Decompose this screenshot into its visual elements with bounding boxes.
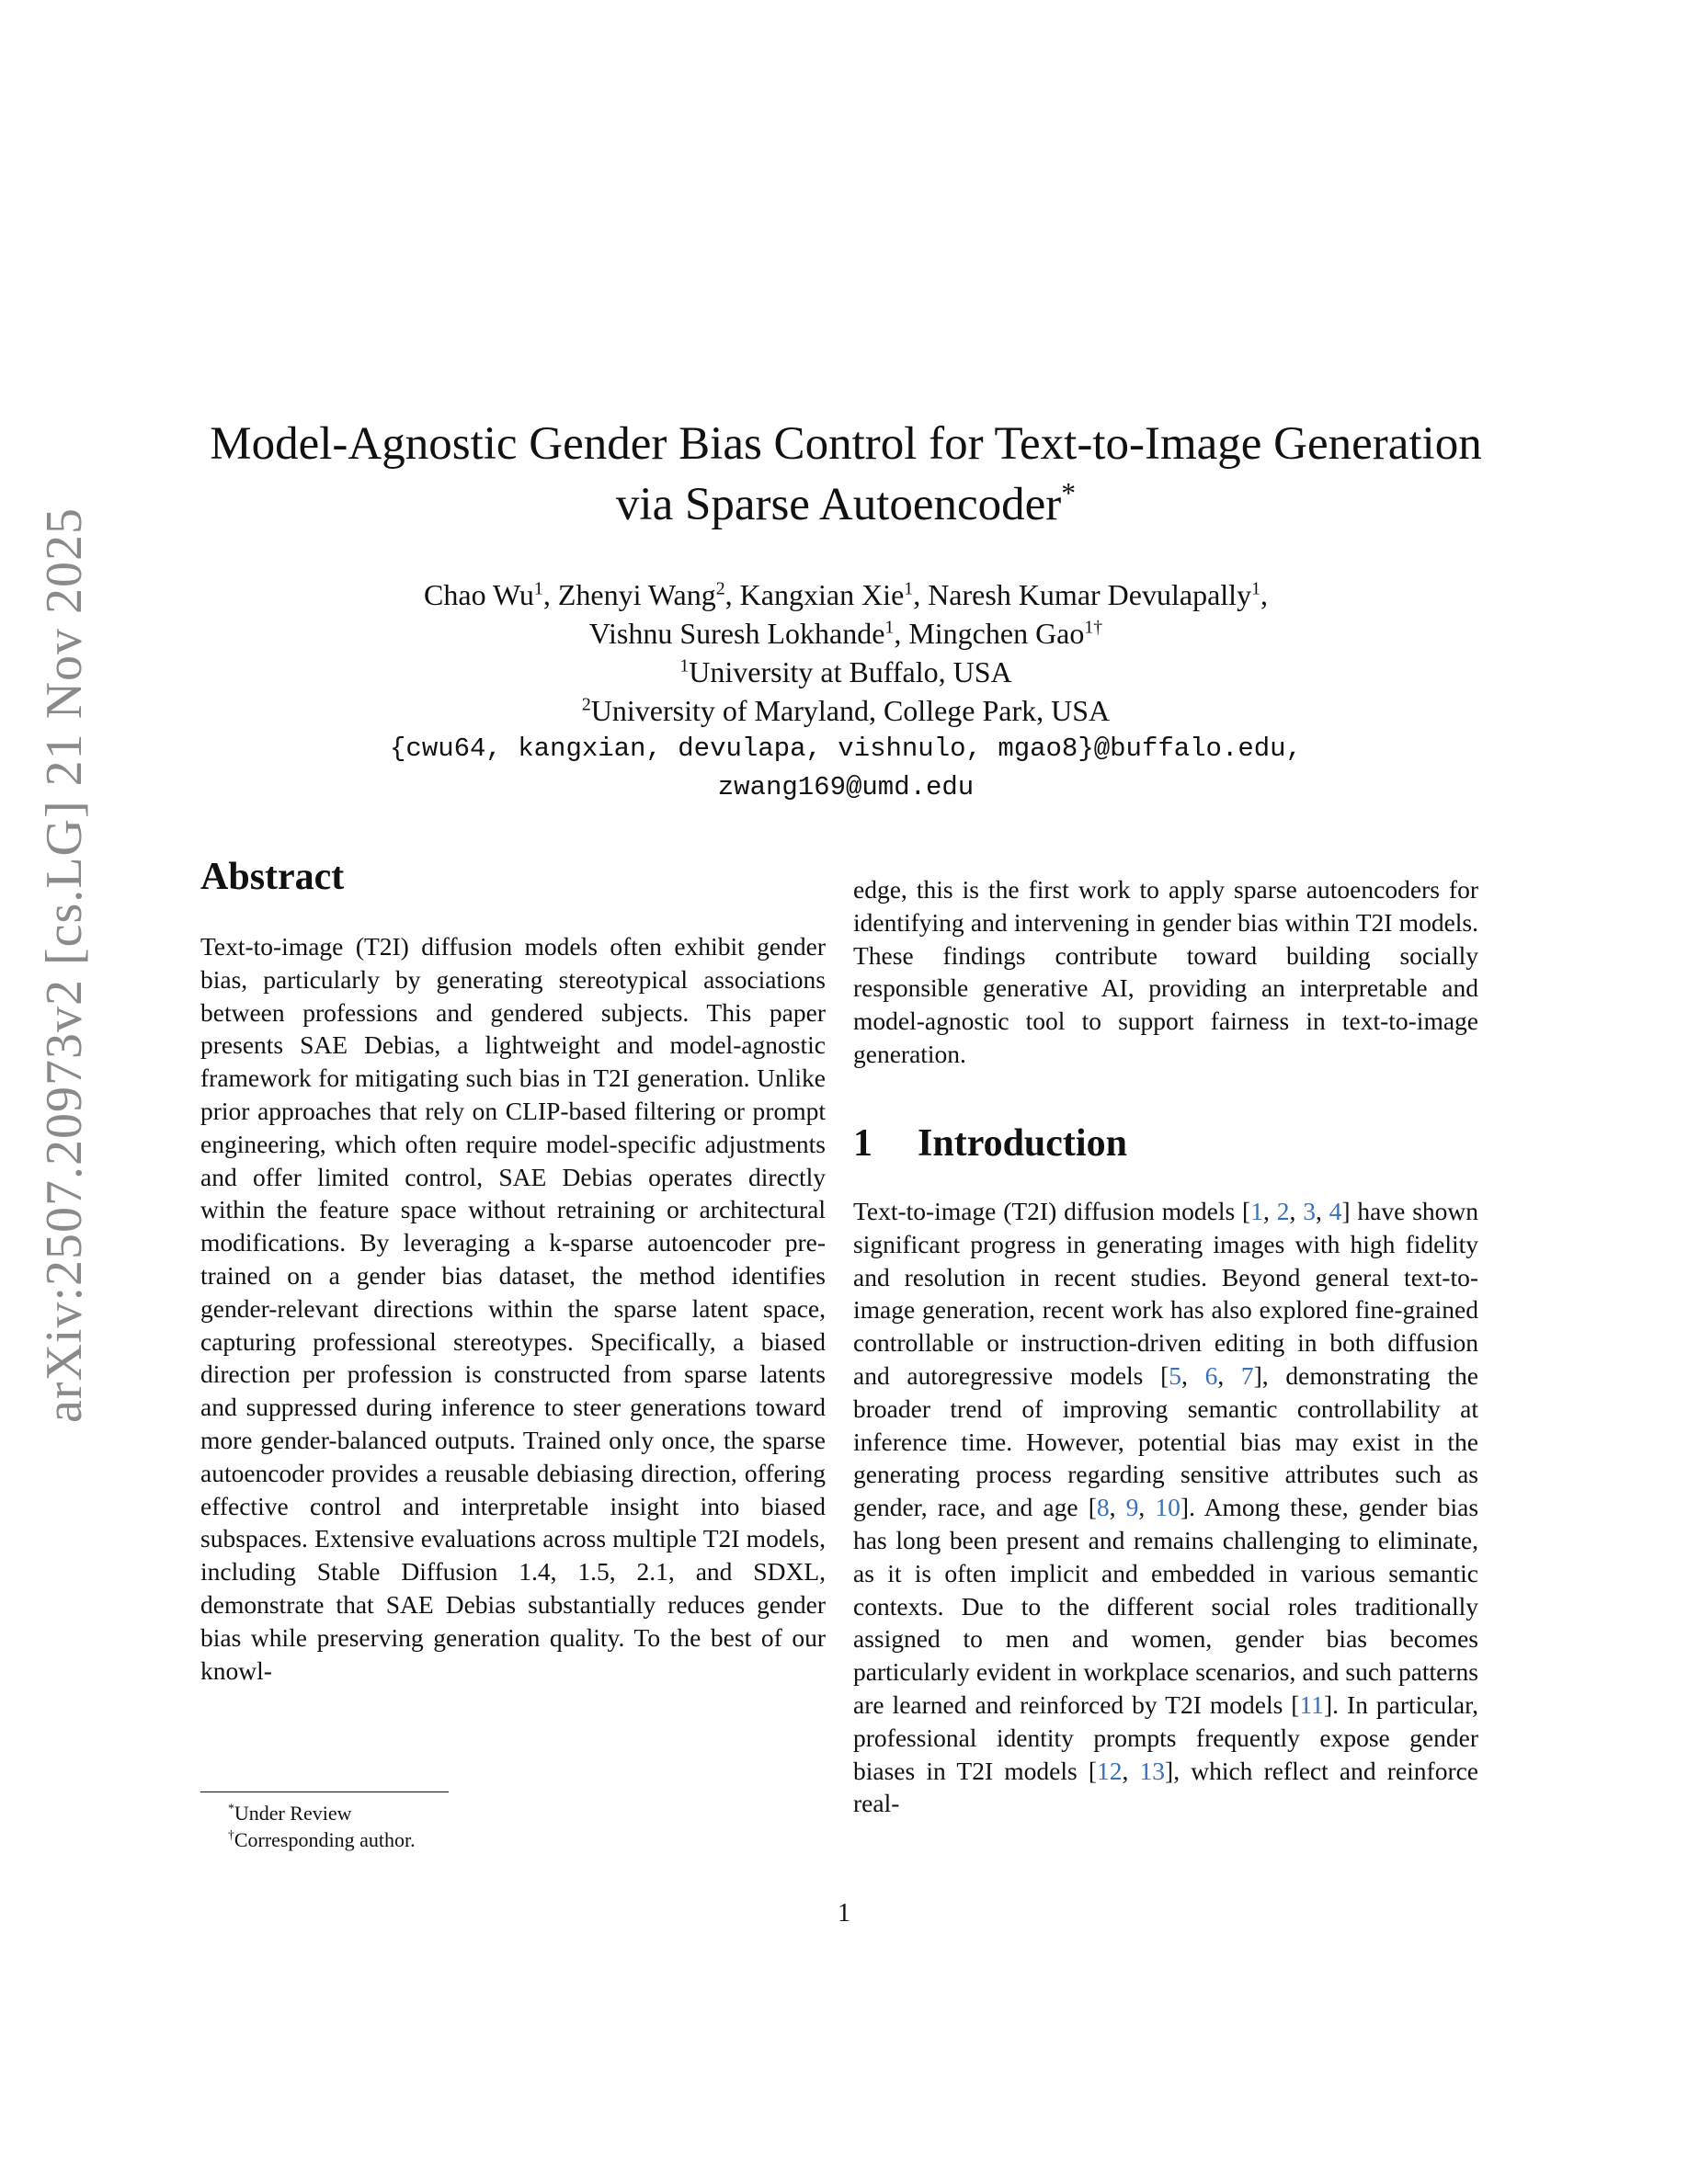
affiliation-mark: 2	[715, 578, 725, 599]
author-name: Naresh Kumar Devulapally	[928, 578, 1252, 611]
email-line-1: {cwu64, kangxian, devulapa, vishnulo, mgao8}@buffalo.edu,	[390, 734, 1302, 764]
footnote-mark: *	[228, 1801, 234, 1815]
affiliation-name: University of Maryland, College Park, USA	[590, 694, 1111, 727]
section-title-text: Introduction	[918, 1122, 1127, 1165]
affiliation-mark: 1	[533, 578, 543, 599]
arxiv-side-stamp: arXiv:2507.20973v2 [cs.LG] 21 Nov 2025	[36, 506, 93, 1424]
title-line-1: Model-Agnostic Gender Bias Control for Text-to-Image Generation	[210, 418, 1482, 470]
text-run: ]. In particular, professional identity prompts frequently expose gender biases in T2I models [	[853, 1689, 1478, 1785]
citation-link[interactable]: 5	[1169, 1360, 1181, 1390]
author-line-1: Chao Wu$^1$, Zhenyi Wang$^2$, Kangxian Xie$^1$, Naresh Kumar Devulapally$^1$,	[424, 578, 1268, 611]
text-run: ] have shown significant progress in generating images with high fidelity and resolution in recent studies. Beyond general text-to-image generation, recent work has also explored fine-grained controllable or instruction-driven editing in both diffusion and autoregressive models [	[853, 1197, 1479, 1390]
author-name: Chao Wu	[424, 578, 534, 611]
citation-link[interactable]: 9	[1125, 1493, 1139, 1522]
affiliation-mark: 1	[1251, 578, 1260, 599]
author-name: Kangxian Xie	[739, 578, 905, 611]
footnotes	[228, 1800, 416, 1853]
footnote-1	[228, 1800, 416, 1826]
text-run: ], demonstrating the broader trend of improving semantic controllability at inference time. However, potential bias may exist in the generating process regarding sensitive attributes such as gender, race, and age [	[853, 1360, 1478, 1522]
author-line-2: Vishnu Suresh Lokhande$^1$, Mingchen Gao$^{1\dagger}$	[588, 617, 1103, 650]
email-line-2: zwang169@umd.edu	[717, 772, 975, 802]
introduction-body	[853, 1195, 1478, 1820]
citation-link[interactable]: 7	[1240, 1360, 1254, 1390]
author-name: Mingchen Gao	[908, 617, 1085, 650]
footnote-text: Under Review	[234, 1802, 352, 1825]
affiliation-2	[184, 691, 1508, 730]
page-number: 1	[838, 1899, 850, 1928]
citation-link[interactable]: 11	[1299, 1689, 1324, 1719]
citation-link[interactable]: 10	[1155, 1493, 1180, 1522]
citation-link[interactable]: 8	[1096, 1493, 1110, 1522]
affiliation-mark: 1	[884, 617, 895, 638]
citation-link[interactable]: 1	[1250, 1197, 1263, 1225]
footnote-mark: †	[228, 1827, 234, 1842]
text-run: ]. Among these, gender bias has long been present and remains challenging to eliminate, as it is often implicit and embedded in various semantic contexts. Due to the different social roles traditionally assigned to men and women, gender bias becomes particularly evident in workplace scenarios, and such patterns are learned and reinforced by T2I models [	[853, 1493, 1479, 1719]
text-run: Text-to-image (T2I) diffusion models [	[853, 1197, 1251, 1225]
citation-link[interactable]: 2	[1276, 1197, 1290, 1225]
citation-link[interactable]: 12	[1097, 1756, 1123, 1785]
affiliation-mark: 1†	[1084, 617, 1103, 638]
affiliation-mark: 1	[679, 655, 690, 677]
citation-link[interactable]: 4	[1329, 1197, 1342, 1225]
text-run: ], which reflect and reinforce real-	[853, 1756, 1479, 1818]
footnote-2	[228, 1826, 416, 1853]
affiliation-mark: 2	[581, 694, 591, 715]
footnote-text: Corresponding author.	[234, 1828, 416, 1851]
affiliation-mark: 1	[904, 578, 914, 599]
abstract-continuation	[853, 873, 1478, 1071]
title-block	[184, 414, 1508, 807]
abstract-text: Text-to-image (T2I) diffusion models often exhibit gender bias, particularly by generating stereotypical associations between professions and gendered subjects. This paper presents SAE Debias, a lightweight and model-agnostic framework for mitigating such bias in T2I generation. Unlike prior approaches that rely on CLIP-based filtering or prompt engineering, which often require model-specific adjustments and offer limited control, SAE Debias operates directly within the feature space without retraining or architectural modifications. By leveraging a k-sparse autoencoder pre-trained on a gender bias dataset, the method identifies gender-relevant directions within the sparse latent space, capturing professional stereotypes. Specifically, a biased direction per profession is constructed from sparse latents and suppressed during inference to steer generations toward more gender-balanced outputs. Trained only once, the sparse autoencoder provides a reusable debiasing direction, offering effective control and interpretable insight into biased subspaces. Extensive evaluations across multiple T2I models, including Stable Diffusion 1.4, 1.5, 2.1, and SDXL, demonstrate that SAE Debias substantially reduces gender bias while preserving generation quality. To the best of our knowl-	[200, 932, 826, 1685]
abstract-text-continued: edge, this is the first work to apply sparse autoencoders for identifying and intervening in gender bias within T2I models. These findings contribute toward building socially responsible generative AI, providing an interpretable and model-agnostic tool to support fairness in text-to-image generation.	[853, 875, 1478, 1068]
title-line-2: via Sparse Autoencoder	[615, 479, 1062, 530]
author-block	[184, 575, 1508, 807]
abstract-heading: Abstract	[200, 856, 345, 898]
affiliation-name: University at Buffalo, USA	[689, 655, 1012, 688]
introduction-heading	[853, 1121, 1127, 1166]
abstract-column	[200, 855, 826, 1687]
affiliation-1	[184, 653, 1508, 691]
title-footnote-mark: *	[1061, 477, 1077, 509]
citation-link[interactable]: 6	[1204, 1360, 1218, 1390]
author-name: Zhenyi Wang	[557, 578, 716, 611]
citation-link[interactable]: 13	[1139, 1756, 1166, 1785]
introduction-paragraph: Text-to-image (T2I) diffusion models [1, 2, 3, 4] have shown significant progress in generating images with high fidelity and resolution in recent studies. Beyond general text-to-image generation, recent work has also explored fine-grained controllable or instruction-driven editing in both diffusion and autoregressive models [5, 6, 7], demonstrating the broader trend of improving semantic controllability at inference time. However, potential bias may exist in the generating process regarding sensitive attributes such as gender, race, and age [8, 9, 10]. Among these, gender bias has long been present and remains challenging to eliminate, as it is often implicit and embedded in various semantic contexts. Due to the different social roles traditionally assigned to men and women, gender bias becomes particularly evident in workplace scenarios, and such patterns are learned and reinforced by T2I models [11]. In particular, professional identity prompts frequently expose gender biases in T2I models [12, 13], which reflect and reinforce real-	[853, 1197, 1479, 1818]
author-name: Vishnu Suresh Lokhande	[588, 617, 885, 650]
citation-link[interactable]: 3	[1303, 1197, 1316, 1225]
section-number: 1	[853, 1122, 873, 1165]
paper-title	[184, 414, 1508, 535]
